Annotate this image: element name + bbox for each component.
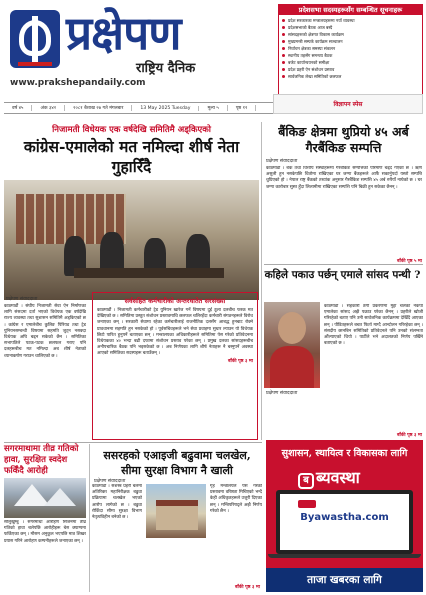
lead-body: काठमाडौं । संघीय निजामती सेवा ऐन निर्माणका लागि संसदमा दर्ता भएको विधेयक एक वर्षदेखि राज्य व्यवस्था तथा सुशासन समितिमै अड्किएको छ । कांग्रेस र एमालेबीच कुलिङ पिरियड तथा ट्रेड युनियनसम्बन्धी विषयमा सहमति जुट्न नसक्दा विधेयक अघि बढ्न सकेको छैन । समितिका सभापतिले पटक-पटक छलफल गराए पनि दलहरूबीच मत नमिल्दा अब शीर्ष नेताको ध्यानाकर्षण गराउन थालिएको छ ।: [4, 304, 86, 359]
promo-item[interactable]: प्रदेश सरकारका मन्त्रालयहरूमा नयाँ व्यवस्था: [282, 17, 419, 24]
promo-title: प्रदेशसभा सदस्यहरूसँग सम्बन्धित सूचनाहरू: [279, 5, 422, 15]
newspaper-logo-icon: [10, 10, 60, 68]
lead-headline[interactable]: कांग्रेस-एमालेको मत नमिल्दा शीर्ष नेता गुहारिँदै: [23, 137, 240, 176]
date-english: 13 May 2025 Tuesday: [132, 106, 199, 111]
everest-headline[interactable]: सगरमाथामा तीव्र गतिको हावा, सुरक्षित स्वदेश फर्किँदै आरोही: [4, 444, 79, 476]
lead-kicker: निजामती विधेयक एक वर्षदेखि समितिमै अड्किएको: [52, 125, 211, 135]
masthead: [4, 4, 274, 96]
mp-photo-caption: प्रक्षेपण संवाददाता: [266, 391, 298, 396]
top-ad-slot[interactable]: विज्ञापन स्पेस: [273, 94, 423, 114]
promo-item[interactable]: बजेट कार्यान्वयनको समीक्षा: [282, 59, 419, 66]
ad-slogan: सुशासन, स्थायित्व र विकासका लागि: [281, 448, 408, 459]
section-divider: [4, 442, 262, 443]
mp-story-headline[interactable]: कहिले पकाउ पर्छन् एमाले सांसद पन्थी ?: [264, 269, 421, 281]
pages-label: पृष्ठ १२: [228, 105, 257, 111]
bank-headline[interactable]: बैंकिङ क्षेत्रमा थुप्रियो ४५ अर्ब गैरबैंकिङ सम्पत्ति: [278, 124, 409, 155]
promo-item[interactable]: मुख्यमन्त्री सम्पर्क कार्यक्रम सञ्चालन: [282, 38, 419, 45]
sidebar-box-body: काठमाडौं । निजामती कर्मचारीको ट्रेड युनियन खारेज गर्ने विषयमा दुई ठूला दलबीच फरक मत देखिएको छ । समितिमा प्रस्तुत संशोधन प्रस्तावमाथि छलफल चलिरहँदा कर्मचारी संगठनहरूले विरोध जनाएका छन् । सरकारी सेवामा रहेका कर्मचारीलाई राजनीतिक दलसँग आबद्ध हुनबाट रोक्ने प्रावधानमा सहमति हुन नसकेको हो । पूर्वसचिवहरूले भने सेवा प्रवाहमा सुधार ल्याउन यो विधेयक छिटो पारित हुनुपर्ने बताएका छन् । मन्त्रालयका अधिकारीहरूले समितिमा पेस गरेको प्रतिवेदनमा विधेयकका ४० भन्दा बढी दफामा संशोधन प्रस्ताव परेका छन् । प्रमुख दलका सांसदहरूबीच अनौपचारिक बैठक पनि भइसकेको छ । अब निर्णयका लागि शीर्ष नेताहरू नै बस्नुपर्ने अवस्था आएको समितिका सदस्यहरू बताउँछन् ।: [97, 308, 253, 357]
newspaper-tagline: राष्ट्रिय दैनिक: [136, 61, 196, 76]
promo-item[interactable]: प्रदेशसभाको बैठक आज बस्दै: [282, 24, 419, 31]
date-nepali: २०८१ बैशाख २७ गते मंगलबार: [65, 105, 132, 111]
apf-photo: [146, 484, 206, 538]
everest-photo: [4, 478, 86, 518]
lead-continued[interactable]: बाँकी पृष्ठ ३ मा: [228, 358, 253, 364]
ad-bottom-text: ताजा खबरका लागि: [266, 568, 423, 592]
promo-item[interactable]: सार्वजनिक लेखा समितिको छलफल: [282, 73, 419, 80]
bank-byline: प्रक्षेपण संवाददाता: [266, 159, 298, 164]
apf-byline: प्रक्षेपण संवाददाता: [94, 479, 126, 484]
ad-url[interactable]: Byawastha.com: [300, 512, 389, 523]
mp-photo: [264, 302, 320, 388]
lead-sidebar-box: [92, 292, 258, 440]
bank-continued[interactable]: बाँकी पृष्ठ ५ मा: [397, 259, 422, 264]
promo-box: [278, 4, 423, 96]
sidebar-box-title: सर्वसहित कर्मचारीको अन्तरघातेत सरसंख्या: [124, 297, 226, 305]
apf-headline[interactable]: ससरहको एआइजी बढुवामा चलखेल, सीमा सुरक्षा विभाग नै खाली: [103, 449, 251, 477]
mp-story-body: काठमाडौं । सहकारी ठगी प्रकरणमा मुद्दा चलेका नेकपा एमालेका सांसद अझै पक्राउ परेका छैनन् । प्रहरीले खोजी गरिरहेको बताए पनि उनी सार्वजनिक कार्यक्रममा देखिँदै आएका छन् । पीडितहरूले बचत फिर्ता माग्दै आन्दोलन गरिरहेका छन् । संसदीय छानबिन समितिको प्रतिवेदनले पनि उनको संलग्नता औंल्याएको थियो । पार्टीले भने अदालतको निर्णय पर्खिने बताएको छ ।: [324, 304, 423, 347]
brand-logo-icon: ब: [298, 473, 314, 489]
promo-list: [279, 15, 422, 82]
issue-label: अंक ३४२: [32, 105, 65, 111]
promo-item[interactable]: सांसदहरूको क्षेत्रगत विकास कार्यक्रम: [282, 31, 419, 38]
lead-byline: प्रक्षेपण संवाददाता: [6, 297, 38, 302]
newspaper-name: प्रक्षेपण: [66, 6, 181, 60]
laptop-base-icon: [268, 554, 421, 558]
advertisement[interactable]: [266, 440, 423, 592]
ad-brand-name: ब्यवस्था: [316, 468, 360, 487]
bank-body: काठमाडौं । बैंक तथा वित्तीय संस्थाहरूमा गैरबैंकिङ सम्पत्तिको परिमाण बढ्दै गएको छ । ऋण असुली हुन नसकेपछि धितोमा राखिएका घर जग्गा बैंकहरूले आफैं सकार्नुपर्दा यस्तो सम्पत्ति थुप्रिएको हो । नेपाल राष्ट्र बैंकको तथ्यांक अनुसार गैरबैंकिङ सम्पत्ति ४५ अर्ब रुपैयाँ नाघेको छ । घर जग्गा कारोबार सुस्त हुँदा लिलामीमा राखिएका सम्पत्ति पनि बिक्री हुन सकेका छैनन् ।: [266, 166, 422, 190]
promo-item[interactable]: प्रदेश प्रहरी ऐन संशोधन प्रस्ताव: [282, 66, 419, 73]
apf-continued[interactable]: बाँकी पृष्ठ ३ मा: [235, 585, 260, 590]
price-label: मूल्य ५: [199, 105, 227, 111]
ad-brand: [298, 466, 360, 489]
mp-continued[interactable]: बाँकी पृष्ठ ३ मा: [397, 433, 422, 438]
promo-item[interactable]: स्थानीय तहसँग समन्वय बैठक: [282, 52, 419, 59]
date-strip: [4, 102, 423, 114]
laptop-screen-icon: [276, 490, 413, 554]
website-url[interactable]: www.prakshepandaily.com: [10, 78, 146, 88]
promo-item[interactable]: निर्वाचन क्षेत्रका समस्या संकलन: [282, 45, 419, 52]
apf-body-a: काठमाडौं । सशस्त्र प्रहरी बलमा अतिरिक्त महानिरीक्षक बढुवा प्रक्रियामा चलखेल भएको आरोप लागेको छ । बढुवा रोकिँदा सीमा सुरक्षा विभाग नेतृत्वविहीन बनेको छ ।: [92, 484, 142, 521]
volume-label: वर्ष ४५: [4, 105, 32, 111]
section-divider: [264, 264, 423, 265]
everest-body: सोलुखुम्बु । सगरमाथा आरोहण सिजनमा तीव्र गतिको हावा चलेपछि आरोहीहरू बेस क्याम्पमा फर्किएका छन् । मौसम अनुकूल भएपछि मात्र शिखर प्रयास गरिने आरोहण कम्पनीहरूले जनाएका छन् ।: [4, 520, 86, 544]
lead-story: [4, 124, 259, 177]
lead-photo: [4, 180, 259, 300]
apf-body-b: गृह मन्त्रालयले पेस गरेको प्रस्तावमा वरिष्ठता मिचिएको भन्दै केही अधिकृतहरूले उजुरी दिएका छन् । मन्त्रिपरिषद्ले अझै निर्णय गरेको छैन ।: [210, 484, 262, 514]
column-divider: [89, 444, 90, 592]
